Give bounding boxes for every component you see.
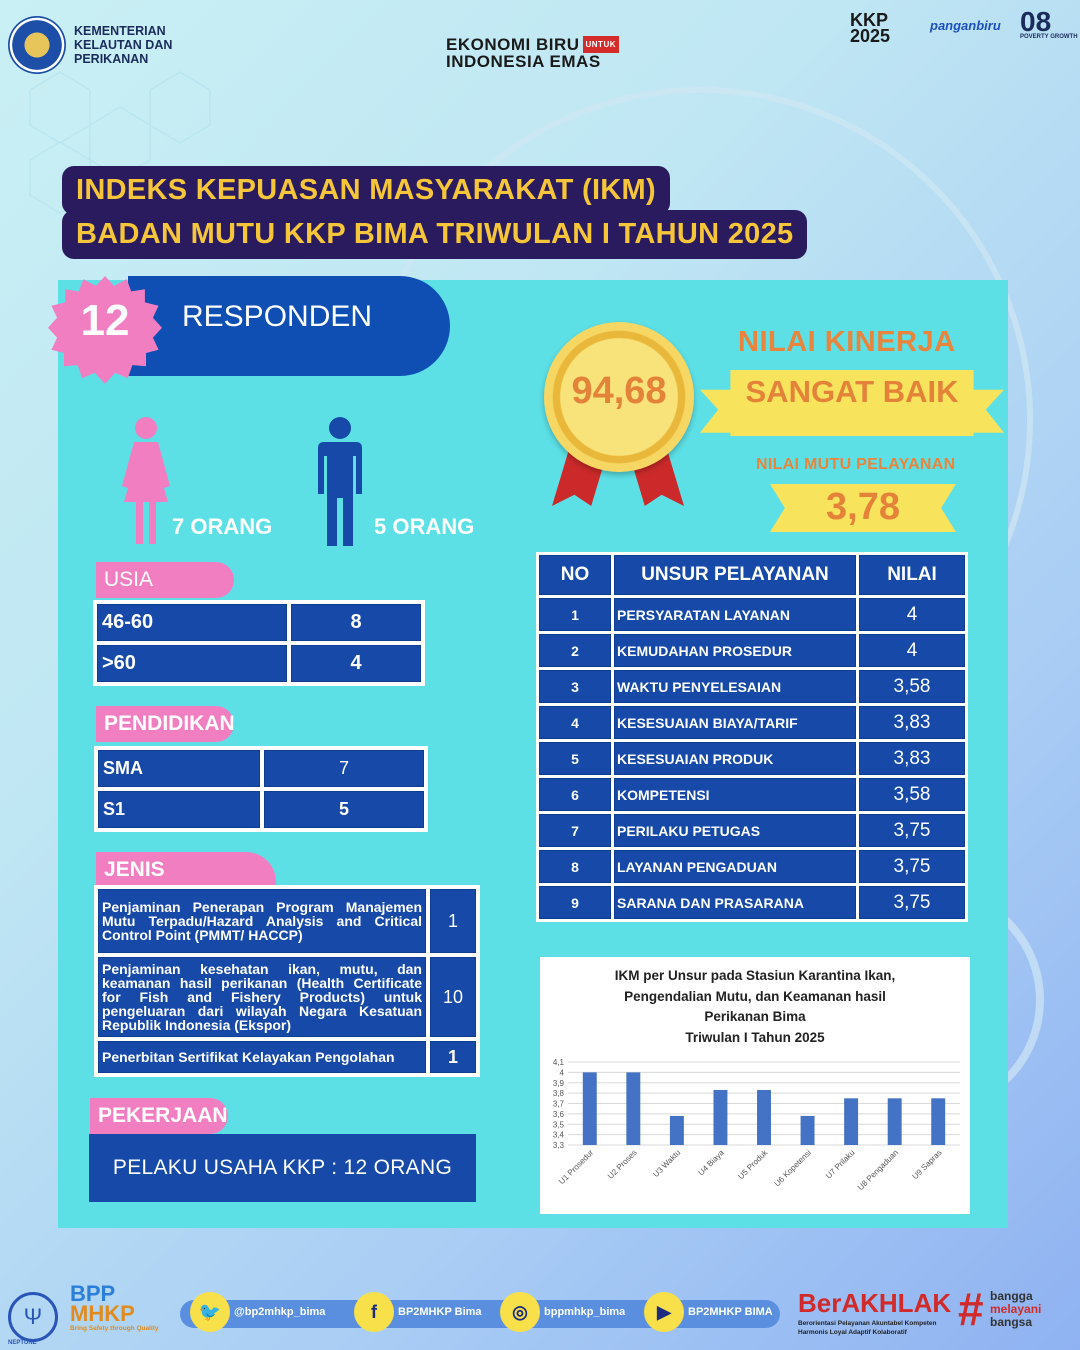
logo-08-sub: POVERTY GROWTH bbox=[1020, 34, 1078, 40]
pendidikan-level: SMA bbox=[98, 750, 260, 787]
female-icon bbox=[118, 416, 174, 544]
table-row bbox=[539, 742, 965, 775]
pendidikan-level: S1 bbox=[98, 791, 260, 828]
table-header-row bbox=[539, 555, 965, 595]
twitter-link[interactable] bbox=[190, 1292, 325, 1332]
panganbiru-logo: panganbiru bbox=[930, 18, 1001, 33]
table-row bbox=[539, 598, 965, 631]
facebook-handle: BP2MHKP Bima bbox=[398, 1306, 482, 1318]
table-row bbox=[539, 634, 965, 667]
pekerjaan-label: PEKERJAAN bbox=[90, 1098, 228, 1134]
table-row bbox=[539, 670, 965, 703]
chart-bar bbox=[626, 1072, 640, 1145]
asta-cita-08-logo bbox=[1020, 6, 1078, 40]
row-unsur: PERSYARATAN LAYANAN bbox=[614, 598, 856, 631]
twitter-handle: @bp2mhkp_bima bbox=[234, 1306, 326, 1318]
x-tick-label: U9 Sapras bbox=[910, 1148, 944, 1182]
y-tick-label: 3,7 bbox=[552, 1099, 564, 1109]
facebook-link[interactable] bbox=[354, 1292, 482, 1332]
table-row bbox=[539, 850, 965, 883]
bangga-line2: melayani bbox=[990, 1302, 1042, 1316]
eb-line2: INDONESIA EMAS bbox=[446, 52, 601, 71]
x-tick-label: U8 Pengaduan bbox=[855, 1148, 901, 1193]
x-tick-label: U5 Produk bbox=[736, 1148, 770, 1182]
chart-bar bbox=[583, 1072, 597, 1145]
table-row bbox=[98, 957, 476, 1037]
row-unsur: KOMPETENSI bbox=[614, 778, 856, 811]
logo-08-text: 08 bbox=[1020, 6, 1052, 37]
bpp-line1: BPP bbox=[70, 1281, 116, 1306]
row-unsur: KEMUDAHAN PROSEDUR bbox=[614, 634, 856, 667]
male-icon bbox=[316, 416, 364, 546]
row-no: 2 bbox=[539, 634, 611, 667]
x-tick-label: U4 Biaya bbox=[696, 1148, 726, 1178]
row-no: 1 bbox=[539, 598, 611, 631]
table-row bbox=[539, 886, 965, 919]
title-line2: BADAN MUTU KKP BIMA TRIWULAN I TAHUN 2025 bbox=[62, 210, 807, 259]
row-no: 5 bbox=[539, 742, 611, 775]
jenis-layanan-label: JENIS bbox=[96, 852, 276, 912]
berakhlak-sub1: Berorientasi Pelayanan Akuntabel Kompeten bbox=[798, 1320, 937, 1327]
chart-title-line: IKM per Unsur pada Stasiun Karantina Ikan, bbox=[614, 968, 896, 983]
table-row bbox=[539, 814, 965, 847]
row-nilai: 3,75 bbox=[859, 814, 965, 847]
instagram-handle: bppmhkp_bima bbox=[544, 1306, 626, 1318]
youtube-handle: BP2MHKP BIMA bbox=[688, 1306, 773, 1318]
bpp-line2: MHKP bbox=[70, 1301, 135, 1326]
usia-range: >60 bbox=[97, 645, 287, 682]
row-no: 3 bbox=[539, 670, 611, 703]
ministry-line1: KEMENTERIAN bbox=[74, 24, 166, 38]
usia-count: 8 bbox=[291, 604, 421, 641]
chart-title-line: Triwulan I Tahun 2025 bbox=[685, 1029, 825, 1045]
row-nilai: 3,75 bbox=[859, 886, 965, 919]
row-unsur: PERILAKU PETUGAS bbox=[614, 814, 856, 847]
y-tick-label: 3,6 bbox=[552, 1109, 564, 1119]
kkp-logo bbox=[8, 16, 66, 74]
pendidikan-count: 5 bbox=[264, 791, 424, 828]
female-count: 7 ORANG bbox=[172, 514, 273, 539]
youtube-link[interactable] bbox=[644, 1292, 773, 1332]
row-nilai: 3,83 bbox=[859, 742, 965, 775]
berakhlak-sub2: Harmonis Loyal Adaptif Kolaboratif bbox=[798, 1329, 907, 1336]
chart-title-line: Perikanan Bima bbox=[704, 1009, 806, 1024]
kkp-2025-text: KKP bbox=[850, 10, 889, 30]
pekerjaan-value: PELAKU USAHA KKP : 12 ORANG bbox=[89, 1134, 476, 1202]
nilai-mutu-value: 3,78 bbox=[826, 486, 900, 528]
bangga-line3: bangsa bbox=[990, 1315, 1033, 1329]
chart-bar bbox=[844, 1098, 858, 1145]
kkp-2025-year: 2025 bbox=[850, 26, 891, 46]
row-no: 7 bbox=[539, 814, 611, 847]
jenis-layanan-table bbox=[94, 885, 480, 1077]
y-tick-label: 3,9 bbox=[552, 1078, 564, 1088]
table-row bbox=[98, 750, 424, 787]
berakhlak-logo bbox=[798, 1288, 951, 1337]
ministry-line3: PERIKANAN bbox=[74, 52, 149, 66]
y-tick-label: 4,1 bbox=[552, 1058, 564, 1067]
chart-title-line: Pengendalian Mutu, dan Keamanan hasil bbox=[624, 988, 886, 1004]
ministry-line2: KELAUTAN DAN bbox=[74, 38, 173, 52]
row-nilai: 4 bbox=[859, 598, 965, 631]
pendidikan-label: PENDIDIKAN bbox=[96, 706, 234, 742]
table-row bbox=[97, 604, 421, 641]
unsur-table bbox=[536, 552, 968, 922]
row-nilai: 3,83 bbox=[859, 706, 965, 739]
kkp-2025-logo bbox=[850, 12, 890, 44]
responden-label: RESPONDEN bbox=[182, 300, 373, 333]
chart-bar bbox=[801, 1116, 815, 1145]
responden-count: 12 bbox=[80, 296, 130, 345]
twitter-icon: 🐦 bbox=[190, 1292, 230, 1332]
bpp-tagline: Bring Safety through Quality bbox=[70, 1325, 159, 1332]
facebook-icon: f bbox=[354, 1292, 394, 1332]
table-row bbox=[98, 1041, 476, 1073]
row-no: 9 bbox=[539, 886, 611, 919]
row-no: 6 bbox=[539, 778, 611, 811]
chart-bar bbox=[757, 1090, 771, 1145]
y-tick-label: 3,3 bbox=[552, 1141, 564, 1150]
row-unsur: KESESUAIAN BIAYA/TARIF bbox=[614, 706, 856, 739]
layanan-count: 1 bbox=[430, 1041, 476, 1073]
usia-count: 4 bbox=[291, 645, 421, 682]
row-no: 4 bbox=[539, 706, 611, 739]
ikm-bar-chart bbox=[540, 957, 970, 1214]
x-tick-label: U7 Prilaku bbox=[824, 1148, 857, 1181]
nilai-mutu-label: NILAI MUTU PELAYANAN bbox=[756, 456, 956, 473]
youtube-icon: ▶ bbox=[644, 1292, 684, 1332]
layanan-desc: Penerbitan Sertifikat Kelayakan Pengolahan bbox=[98, 1041, 426, 1073]
row-unsur: WAKTU PENYELESAIAN bbox=[614, 670, 856, 703]
bangga-melayani-bangsa bbox=[990, 1290, 1041, 1329]
row-nilai: 3,58 bbox=[859, 778, 965, 811]
header-no: NO bbox=[539, 555, 611, 595]
title-line1: INDEKS KEPUASAN MASYARAKAT (IKM) bbox=[62, 166, 670, 215]
instagram-icon: ◎ bbox=[500, 1292, 540, 1332]
instagram-link[interactable] bbox=[500, 1292, 625, 1332]
layanan-desc: Penjaminan kesehatan ikan, mutu, dan keamanan hasil perikanan (Health Certificate for Fish and Fishery Products) untuk pengeluaran dari wilayah Negara Kesatuan Republik Indonesia (Ekspor) bbox=[98, 957, 426, 1037]
usia-range: 46-60 bbox=[97, 604, 287, 641]
row-nilai: 3,58 bbox=[859, 670, 965, 703]
neptune-text: NEPTUNE bbox=[8, 1340, 37, 1346]
y-tick-label: 3,5 bbox=[552, 1120, 564, 1130]
row-unsur: LAYANAN PENGADUAN bbox=[614, 850, 856, 883]
chart-bar bbox=[931, 1098, 945, 1145]
pendidikan-count: 7 bbox=[264, 750, 424, 787]
chart-bar bbox=[888, 1098, 902, 1145]
layanan-count: 10 bbox=[430, 957, 476, 1037]
chart-bar bbox=[670, 1116, 684, 1145]
header-unsur: UNSUR PELAYANAN bbox=[614, 555, 856, 595]
hashtag-icon: # bbox=[958, 1283, 984, 1335]
row-unsur: SARANA DAN PRASARANA bbox=[614, 886, 856, 919]
usia-table bbox=[93, 600, 425, 686]
y-tick-label: 3,8 bbox=[552, 1089, 564, 1099]
eb-untuk: UNTUK bbox=[583, 36, 620, 53]
x-tick-label: U1 Prosedur bbox=[557, 1148, 596, 1187]
bpp-mhkp-logo bbox=[70, 1281, 159, 1333]
table-row bbox=[539, 706, 965, 739]
bangga-line1: bangga bbox=[990, 1289, 1033, 1303]
row-unsur: KESESUAIAN PRODUK bbox=[614, 742, 856, 775]
row-nilai: 4 bbox=[859, 634, 965, 667]
x-tick-label: U6 Kopetensi bbox=[772, 1148, 813, 1189]
y-tick-label: 3,4 bbox=[552, 1130, 564, 1140]
y-tick-label: 4 bbox=[559, 1068, 564, 1078]
ministry-name bbox=[74, 24, 172, 66]
chart-bar bbox=[713, 1090, 727, 1145]
male-count: 5 ORANG bbox=[374, 514, 475, 539]
table-row bbox=[539, 778, 965, 811]
grade-text: SANGAT BAIK bbox=[745, 374, 959, 409]
table-row bbox=[97, 645, 421, 682]
nilai-kinerja-label: NILAI KINERJA bbox=[738, 326, 956, 358]
pendidikan-table bbox=[94, 746, 428, 832]
layanan-count: 1 bbox=[430, 889, 476, 953]
usia-label: USIA bbox=[96, 562, 234, 598]
x-tick-label: U2 Proses bbox=[605, 1148, 639, 1181]
x-tick-label: U3 Waktu bbox=[651, 1148, 683, 1180]
ekonomi-biru-logo bbox=[446, 36, 619, 70]
row-nilai: 3,75 bbox=[859, 850, 965, 883]
header-nilai: NILAI bbox=[859, 555, 965, 595]
table-row bbox=[98, 889, 476, 953]
layanan-desc: Penjaminan Penerapan Program Manajemen Mutu Terpadu/Hazard Analysis and Critical Control Point (PMMT/ HACCP) bbox=[98, 889, 426, 953]
berakhlak-text: BerAKHLAK bbox=[798, 1288, 952, 1318]
table-row bbox=[98, 791, 424, 828]
ikm-score: 94,68 bbox=[571, 370, 667, 412]
eb-line1: EKONOMI BIRU bbox=[446, 35, 580, 54]
row-no: 8 bbox=[539, 850, 611, 883]
neptune-logo: Ψ bbox=[8, 1292, 58, 1342]
